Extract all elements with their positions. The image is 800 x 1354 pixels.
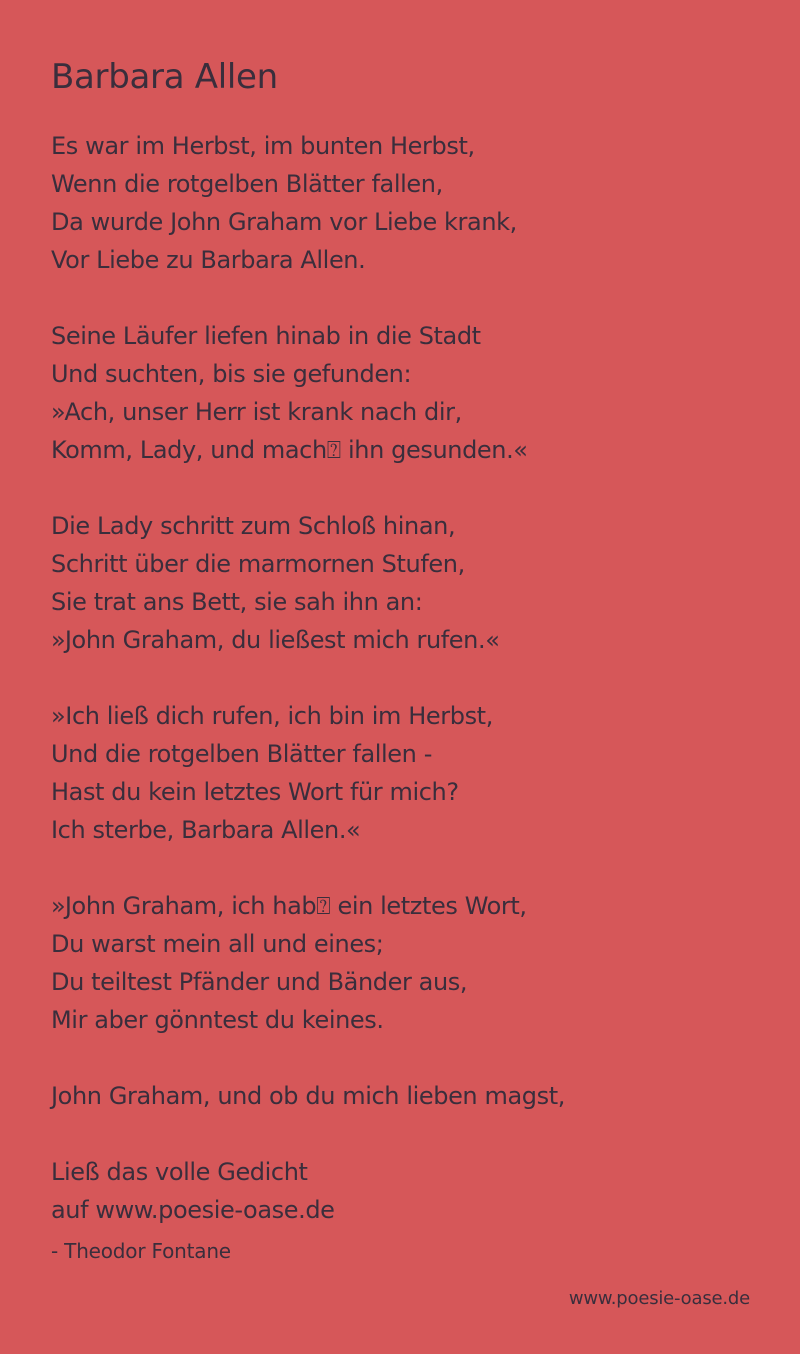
poem-line: Seine Läufer liefen hinab in die Stadt xyxy=(51,322,481,350)
poem-line: Und suchten, bis sie gefunden: xyxy=(51,360,412,388)
poem-line: Schritt über die marmornen Stufen, xyxy=(51,550,465,578)
poem-line: Du teiltest Pfänder und Bänder aus, xyxy=(51,968,468,996)
poem-line: Hast du kein letztes Wort für mich? xyxy=(51,778,459,806)
stanza-1 xyxy=(51,127,771,279)
stanza-4 xyxy=(51,697,771,849)
poem-line: »John Graham, du ließest mich rufen.« xyxy=(51,626,500,654)
poem-card xyxy=(51,55,771,1267)
poem-line: Ich sterbe, Barbara Allen.« xyxy=(51,816,361,844)
read-more-line: Ließ das volle Gedicht xyxy=(51,1158,308,1186)
poem-line: Und die rotgelben Blätter fallen - xyxy=(51,740,432,768)
poem-line: Sie trat ans Bett, sie sah ihn an: xyxy=(51,588,423,616)
stanza-2 xyxy=(51,317,771,469)
poem-line: Die Lady schritt zum Schloß hinan, xyxy=(51,512,456,540)
stanza-5 xyxy=(51,887,771,1039)
poem-line: Du warst mein all und eines; xyxy=(51,930,384,958)
poem-line: Da wurde John Graham vor Liebe krank, xyxy=(51,208,517,236)
poem-line: Vor Liebe zu Barbara Allen. xyxy=(51,246,366,274)
footer-watermark-url: www.poesie-oase.de xyxy=(568,1288,750,1309)
stanza-3 xyxy=(51,507,771,659)
read-more-note xyxy=(51,1153,771,1229)
poem-line: »Ach, unser Herr ist krank nach dir, xyxy=(51,398,462,426)
poem-author: - Theodor Fontane xyxy=(51,1239,231,1263)
poem-line: John Graham, und ob du mich lieben magst, xyxy=(51,1082,565,1110)
poem-line: Komm, Lady, und mach⍰ ihn gesunden.« xyxy=(51,436,528,464)
poem-line: Mir aber gönntest du keines. xyxy=(51,1006,384,1034)
poem-title: Barbara Allen xyxy=(51,57,278,97)
poem-line: Wenn die rotgelben Blätter fallen, xyxy=(51,170,443,198)
read-more-url: auf www.poesie-oase.de xyxy=(51,1196,335,1224)
poem-line: Es war im Herbst, im bunten Herbst, xyxy=(51,132,475,160)
poem-line: »Ich ließ dich rufen, ich bin im Herbst, xyxy=(51,702,493,730)
poem-line: »John Graham, ich hab⍰ ein letztes Wort, xyxy=(51,892,527,920)
stanza-6 xyxy=(51,1077,771,1115)
